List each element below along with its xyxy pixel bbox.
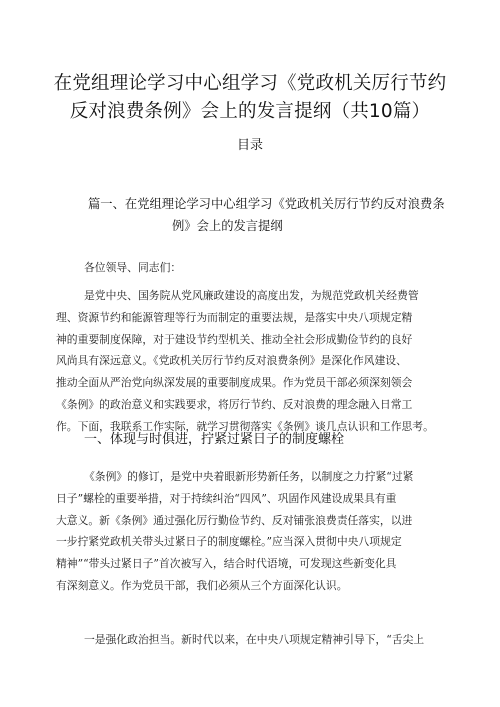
paragraph-line: 《条例》的修订，是党中央着眼新形势新任务，以制度之力拧紧“过紧	[84, 470, 414, 483]
paragraph-line: 风尚具有深远意义。《党政机关厉行节约反对浪费条例》是深化作风建设、	[56, 354, 407, 368]
paragraph-line: 日子”螺栓的重要举措，对于持续纠治“四风”、巩固作风建设成果具有重	[56, 491, 397, 505]
paragraph-line: 是党中央、国务院从党风廉政建设的高度出发，为规范党政机关经费管	[84, 289, 419, 302]
paragraph-line: 有深刻意义。作为党员干部，我们必须从三个方面深化认识。	[56, 578, 348, 592]
toc-entry-line-1: 篇一、在党组理论学习中心组学习《党政机关厉行节约反对浪费条	[88, 197, 445, 211]
paragraph-line: 精神”“带头过紧日子”首次被写入，结合时代语境，可发现这些新变化具	[56, 557, 397, 571]
toc-entry-line-2: 例》会上的发言提纲	[172, 219, 283, 233]
paragraph-line: 一步拧紧党政机关带头过紧日子的制度螺栓。”应当深入贯彻中央八项规定	[56, 535, 402, 549]
paragraph-line: 一是强化政治担当。新时代以来，在中央八项规定精神引导下，“舌尖上	[84, 633, 425, 646]
paragraph-line: 《条例》的政治意义和实践要求，将厉行节约、反对浪费的理念融入日常工	[56, 397, 413, 411]
section-heading-1: 一、体现与时俱进，拧紧过紧日子的制度螺栓	[84, 432, 345, 447]
document-title	[40, 70, 460, 126]
paragraph-line: 大意义。新《条例》通过强化厉行勤俭节约、反对铺张浪费责任落实，以进	[56, 513, 413, 527]
paragraph-point-1	[56, 629, 456, 651]
salutation: 各位领导、同志们：	[84, 261, 182, 274]
title-line-2: 反对浪费条例》会上的发言提纲（共10篇）	[69, 101, 431, 122]
paragraph-line: 作。下面，我联系工作实际，就学习贯彻落实《条例》谈几点认识和工作思考。	[56, 419, 434, 433]
paragraph-line: 理、资源节约和能源管理等行为而制定的重要法规，是落实中央八项规定精	[56, 310, 413, 324]
toc-heading: 目录	[236, 138, 263, 153]
paragraph-line: 推动全面从严治党向纵深发展的重要制度成果。作为党员干部必须深刻领会	[56, 376, 413, 390]
paragraph-line: 神的重要制度保障，对于建设节约型机关、推动全社会形成勤俭节约的良好	[56, 332, 413, 346]
title-line-1: 在党组理论学习中心组学习《党政机关厉行节约	[53, 73, 447, 94]
paragraph-intro	[56, 285, 456, 438]
paragraph-section1	[56, 466, 456, 597]
toc-entry-1[interactable]	[88, 193, 468, 237]
